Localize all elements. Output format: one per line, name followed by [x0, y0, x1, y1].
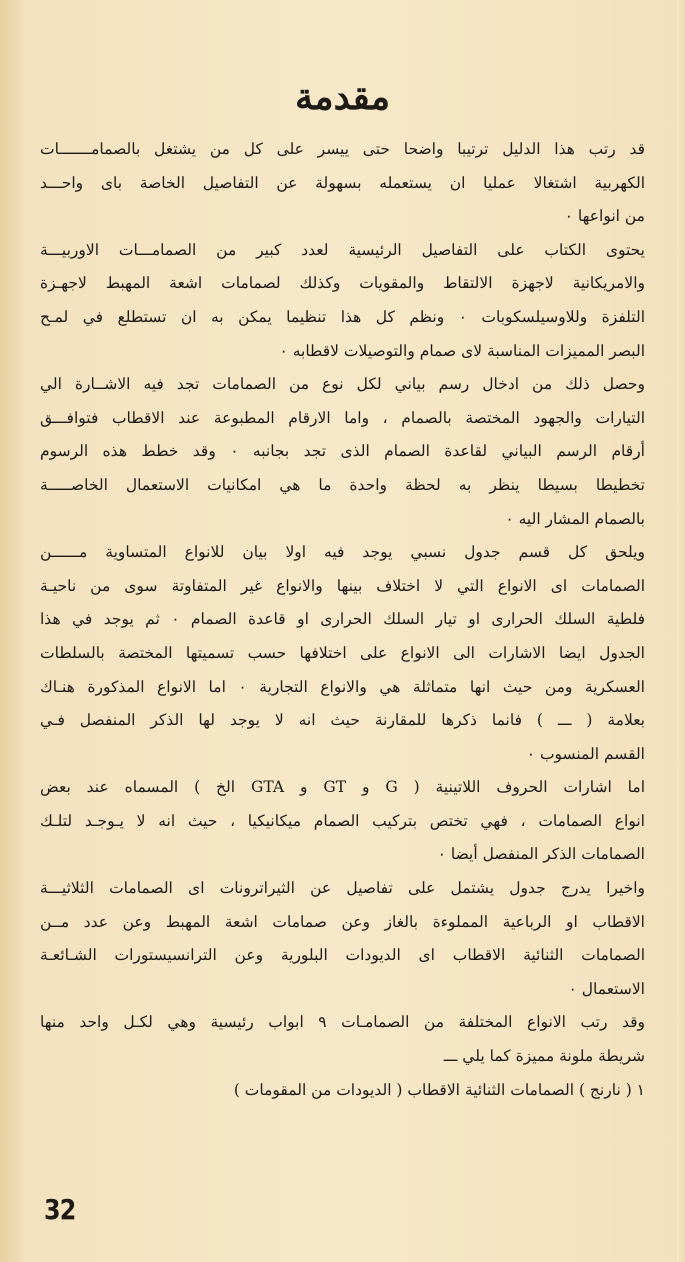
text-line: القسم المنسوب ٠ [526, 744, 645, 763]
text-line: الاقطاب او الرباعية المملوءة بالغاز وعن صمامات اشعة المهبط وعن عدد مــن [40, 912, 645, 931]
page-title: مقدمة [295, 76, 390, 118]
text-line: الصمامات اى الانواع التي لا اختلاف بينها والانواع غير المتفاوتة سوى من ناحيـة [40, 576, 645, 595]
text-line: البصر المميزات المناسبة لاى صمام والتوصيلات لاقطابه ٠ [279, 341, 645, 360]
text-line: ويلحق كل قسم جدول نسبي يوجد فيه اولا بيان للانواع المتساوية مــــــن [40, 543, 645, 562]
text-line: الجدول ايضا الاشارات الى الانواع على اختلافها حسب تسميتها المختصة بالسلطات [40, 643, 645, 662]
text-line: التيارات والجهود المختصة بالصمام ، واما الارقام المطبوعة عند الاقطاب فتوافـــق [40, 408, 645, 427]
text-line: واخيرا يدرج جدول يشتمل على تفاصيل عن الثيراترونات اى الصمامات الثلاثيـــة [40, 879, 645, 898]
text-line: من انواعها ٠ [564, 207, 645, 226]
text-line: الصمامات الذكر المنفصل أيضا ٠ [437, 845, 645, 864]
text-line: ١ ( نارنج ) الصمامات الثنائية الاقطاب ( الديودات من المقومات ) [233, 1080, 645, 1099]
text-line: وحصل ذلك من ادخال رسم بياني لكل نوع من الصمامات تجد فيه الاشــارة الي [40, 375, 645, 394]
text-line: بالصمام المشار اليه ٠ [505, 509, 645, 528]
text-line: انواع الصمامات ، فهي تختص بتركيب الصمام ميكانيكيا ، حيث انه لا يـوجـد لتلـك [40, 811, 645, 830]
text-line: وقد رتب الانواع المختلفة من الصمامـات ٩ ابواب رئيسية وهي لكـل واحد منها [40, 1013, 645, 1032]
text-line: الكهربية اشتغالا عمليا ان يستعمله بسهولة عن التفاصيل الخاصة باى واحـــد [40, 173, 645, 192]
text-line: فلطية السلك الحرارى او تيار السلك الحرارى او قاعدة الصمام ٠ ثم يوجد في هذا [40, 610, 645, 629]
page-edge [677, 0, 685, 1262]
text-line: الصمامات الثنائية الاقطاب اى الديودات البلورية وعن الترانسيستورات الشـائعـة [40, 946, 645, 965]
text-line: تخطيطا بسيطا ينظر به لحظة واحدة ما هي امكانيات الاستعمال الخاصـــــة [40, 475, 645, 494]
text-line: العسكرية ومن حيث انها متماثلة هي والانواع التجارية ٠ اما الانواع المذكورة هنـاك [40, 677, 645, 696]
text-line: الاستعمال ٠ [568, 979, 645, 998]
text-line: شريطة ملونة مميزة كما يلي ـــ [443, 1047, 645, 1066]
text-line: والامريكانية لاجهزة الالتقاط والمقويات وكذلك لصمامات اشعة المهبط لاجهـزة [40, 274, 645, 293]
text-line: يحتوى الكتاب على التفاصيل الرئيسية لعدد كبير من الصمامـــات الاوربيـــة [40, 240, 645, 259]
text-line: اما اشارات الحروف اللاتينية ( G و GT و GTA الخ ) المسماه عند بعض [40, 778, 645, 797]
text-line: التلفزة وللاوسيلسكوبات ٠ ونظم كل هذا تنظيما يمكن به ان تستطلع في لمـح [40, 307, 645, 326]
body-text [40, 133, 645, 1107]
text-line: بعلامة ( ـــ ) فانما ذكرها للمقارنة حيث انه لا يوجد لها الذكر المنفصل فـي [40, 711, 645, 730]
page-number: 32 [44, 1193, 76, 1226]
text-line: قد رتب هذا الدليل ترتيبا واضحا حتى ييسر على كل من يشتغل بالصمامـــــــات [40, 140, 645, 158]
text-line: أرقام الرسم البياني لقاعدة الصمام الذى تجد بجانبه ٠ وقد خطط هذه الرسوم [40, 442, 645, 461]
